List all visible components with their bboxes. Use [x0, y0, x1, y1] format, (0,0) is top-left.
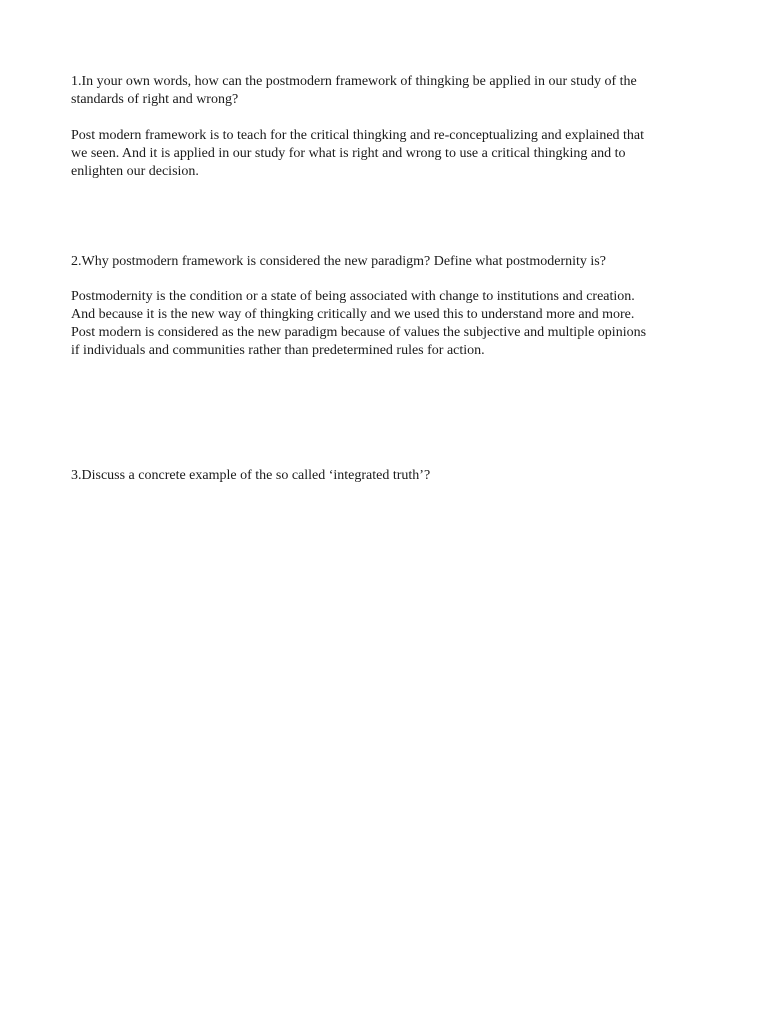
question-1-line-1: 1.In your own words, how can the postmodern framework of thingking be applied in our study of the: [71, 74, 637, 89]
question-3: [71, 467, 701, 485]
answer-2-line-2: And because it is the new way of thingking critically and we used this to understand more and more.: [71, 307, 635, 322]
answer-1-line-3: enlighten our decision.: [71, 164, 199, 179]
answer-1-line-1: Post modern framework is to teach for the critical thingking and re-conceptualizing and explained that: [71, 128, 645, 143]
question-1: [71, 73, 701, 109]
answer-1: [71, 127, 701, 181]
question-3-line-1: 3.Discuss a concrete example of the so called ‘integrated truth’?: [71, 468, 431, 483]
answer-2-line-4: if individuals and communities rather than predetermined rules for action.: [71, 343, 485, 358]
answer-2-line-3: Post modern is considered as the new paradigm because of values the subjective and multiple opinions: [71, 325, 647, 340]
answer-2: [71, 288, 701, 360]
question-1-line-2: standards of right and wrong?: [71, 92, 239, 107]
question-2-line-1: 2.Why postmodern framework is considered the new paradigm? Define what postmodernity is?: [71, 254, 606, 269]
answer-1-line-2: we seen. And it is applied in our study for what is right and wrong to use a critical thingking and to: [71, 146, 626, 161]
answer-2-line-1: Postmodernity is the condition or a state of being associated with change to institutions and creation.: [71, 289, 635, 304]
question-2: [71, 253, 701, 271]
